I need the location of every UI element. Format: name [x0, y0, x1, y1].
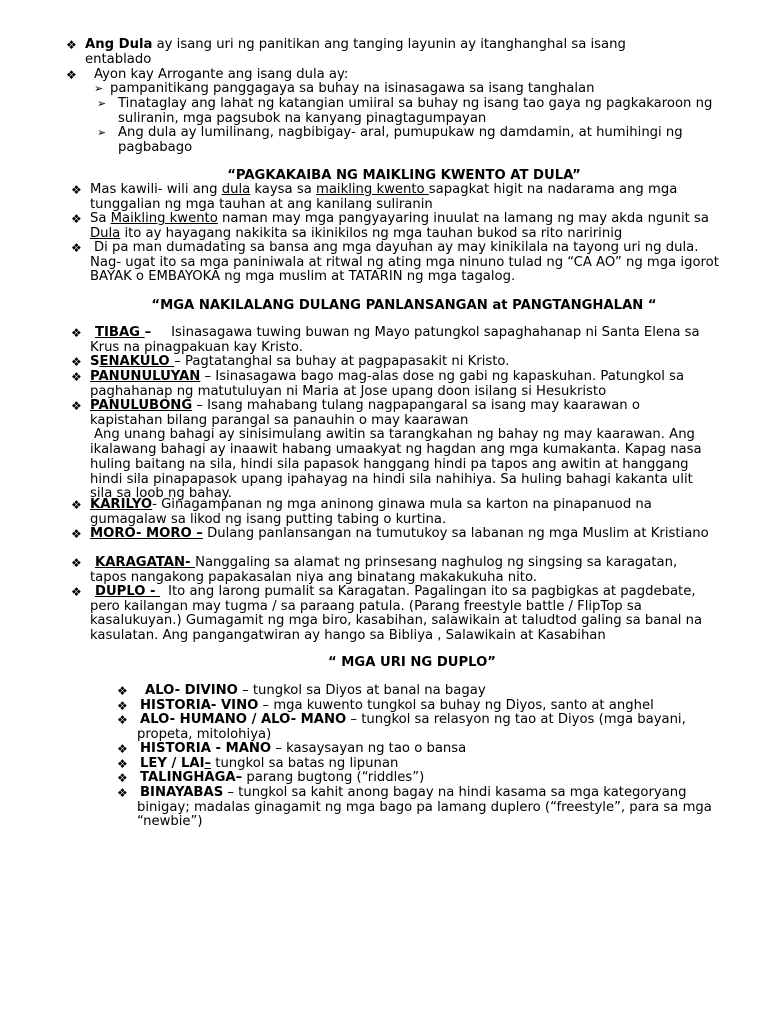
- arrow-icon: ➢: [94, 82, 104, 95]
- bullet-icon: ❖: [117, 713, 128, 727]
- bullet-icon: ❖: [71, 498, 82, 512]
- sub-item: pampanitikang panggagaya sa buhay na isinasagawa sa isang tanghalan: [110, 81, 595, 96]
- list-item-tibag: TIBAG – Isinasagawa tuwing buwan ng Mayo patungkol sapaghahanap ni Santa Elena sa Krus na pinagpakuan kay Kristo.: [90, 325, 700, 355]
- text: ay isang uri ng panitikan ang tanging layunin ay itanghanghal sa isang entablado: [85, 37, 626, 67]
- bullet-icon: ❖: [117, 771, 128, 785]
- list-item-duplo: DUPLO - Ito ang larong pumalit sa Karagatan. Pagalingan ito sa pagbigkas at pagdebate, pero kailangan may tugma / sa paraang patula. (Parang freestyle battle / FlipTop sa kasalukuyan.) Gumagamit ng mga biro, kasabihan, salawikain at taludtod galing sa banal na kasulatan. Ang pangangatwiran ay hango sa Bibliya , Salawikain at Kasabihan: [90, 584, 703, 644]
- list-item-karilyo: KARILYO- Ginagampanan ng mga aninong ginawa mula sa karton na pinapanuod na gumagalaw sa likod ng isang putting tabing o kurtina.: [90, 497, 652, 527]
- sub-item: Tinataglay ang lahat ng katangian umiiral sa buhay ng isang tao gaya ng pagkakaroon ng suliranin, mga pagsubok na kanyang pinagtagumpayan: [118, 96, 713, 126]
- bullet-icon: ❖: [117, 757, 128, 771]
- intro-item-arrogante: Ayon kay Arrogante ang isang dula ay:: [94, 67, 349, 82]
- bullet-icon: ❖: [117, 699, 128, 713]
- bullet-icon: ❖: [71, 399, 82, 413]
- list-item-senakulo: SENAKULO – Pagtatanghal sa buhay at pagpapasakit ni Kristo.: [90, 354, 510, 369]
- bullet-icon: ❖: [71, 212, 82, 226]
- duplo-type-item: HISTORIA- VINO – mga kuwento tungkol sa buhay ng Diyos, santo at anghel: [140, 698, 654, 713]
- bullet-icon: ❖: [66, 38, 77, 52]
- bullet-icon: ❖: [66, 68, 77, 82]
- duplo-type-item: LEY / LAI– tungkol sa batas ng lipunan: [140, 756, 399, 771]
- list-item: Di pa man dumadating sa bansa ang mga dayuhan ay may kinikilala na tayong uri ng dula. Nag- ugat ito sa mga paniniwala at ritwal ng ating mga ninuno tulad ng “CA AO” ng mga igorot BAYAK o EMBAYOKA ng mga muslim at TATARIN ng mga tagalog.: [90, 240, 719, 285]
- duplo-type-item: HISTORIA - MANO – kasaysayan ng tao o bansa: [140, 741, 467, 756]
- section-title: “ MGA URI NG DUPLO”: [328, 655, 496, 670]
- bullet-icon: ❖: [71, 326, 82, 340]
- list-item-panulubong: PANULUBONG – Isang mahabang tulang nagpapangaral sa isang may kaarawan o kapistahan bilang parangal sa panauhin o may kaarawan Ang unang bahagi ay sinisimulang awitin sa tarangkahan ng bahay ng may kaarawan. Ang ikalawang bahagi ay inaawit habang umaakyat ng hagdan ang mga kumakanta. Kapag nasa huling baitang na sila, hindi sila papasok hanggang hindi pa tapos ang awitin at hanggang hindi sila pinapapasok upang ipahayag na hindi sila nahihiya. Sa huling bahagi kakanta ulit sila sa loob ng bahay.: [90, 398, 702, 502]
- bullet-icon: ❖: [71, 183, 82, 197]
- bullet-icon: ❖: [117, 786, 128, 800]
- intro-item-ang-dula: [85, 38, 685, 67]
- bullet-icon: ❖: [71, 355, 82, 369]
- duplo-type-item: ALO- HUMANO / ALO- MANO – tungkol sa relasyon ng tao at Diyos (mga bayani, propeta, mitolohiya): [137, 712, 686, 742]
- section-title: “PAGKAKAIBA NG MAIKLING KWENTO AT DULA”: [227, 168, 581, 183]
- section-title: “MGA NAKILALANG DULANG PANLANSANGAN at PANGTANGHALAN “: [151, 298, 657, 313]
- bullet-icon: ❖: [71, 370, 82, 384]
- list-item: Sa Maikling kwento naman may mga pangyayaring inuulat na lamang ng may akda ngunit sa Dula ito ay hayagang nakikita sa ikinikilos ng mga tauhan bukod sa rito naririnig: [90, 211, 709, 241]
- bullet-icon: ❖: [71, 241, 82, 255]
- term: Ang Dula: [85, 37, 153, 52]
- bullet-icon: ❖: [71, 585, 82, 599]
- arrow-icon: ➢: [97, 126, 107, 139]
- bullet-icon: ❖: [71, 556, 82, 570]
- bullet-icon: ❖: [117, 742, 128, 756]
- bullet-icon: ❖: [117, 684, 128, 698]
- list-item-karagatan: KARAGATAN- Nanggaling sa alamat ng prinsesang naghulog ng singsing sa karagatan, tapos nangakong papakasalan niya ang binatang makakukuha nito.: [90, 555, 678, 585]
- duplo-type-item: TALINGHAGA– parang bugtong (“riddles”): [140, 770, 425, 785]
- list-item-panunuluyan: PANUNULUYAN – Isinasagawa bago mag-alas dose ng gabi ng kapaskuhan. Patungkol sa paghahanap ng matutuluyan ni Maria at Jose upang doon isilang si Hesukristo: [90, 369, 685, 399]
- bullet-icon: ❖: [71, 527, 82, 541]
- duplo-type-item: ALO- DIVINO – tungkol sa Diyos at banal na bagay: [145, 683, 486, 698]
- arrow-icon: ➢: [97, 97, 107, 110]
- sub-item: Ang dula ay lumilinang, nagbibigay- aral, pumupukaw ng damdamin, at humihingi ng pagbabago: [118, 125, 683, 155]
- list-item-moro-moro: MORO- MORO – Dulang panlansangan na tumutukoy sa labanan ng mga Muslim at Kristiano: [90, 526, 709, 541]
- duplo-type-item: BINAYABAS – tungkol sa kahit anong bagay na hindi kasama sa mga kategoryang binigay; madalas ginagamit ng mga bago pa lamang duplero (“freestyle”, para sa mga “newbie”): [137, 785, 712, 830]
- list-item: Mas kawili- wili ang dula kaysa sa maikling kwento sapagkat higit na nadarama ang mga tunggalian ng mga tauhan at ang kanilang suliranin: [90, 182, 678, 212]
